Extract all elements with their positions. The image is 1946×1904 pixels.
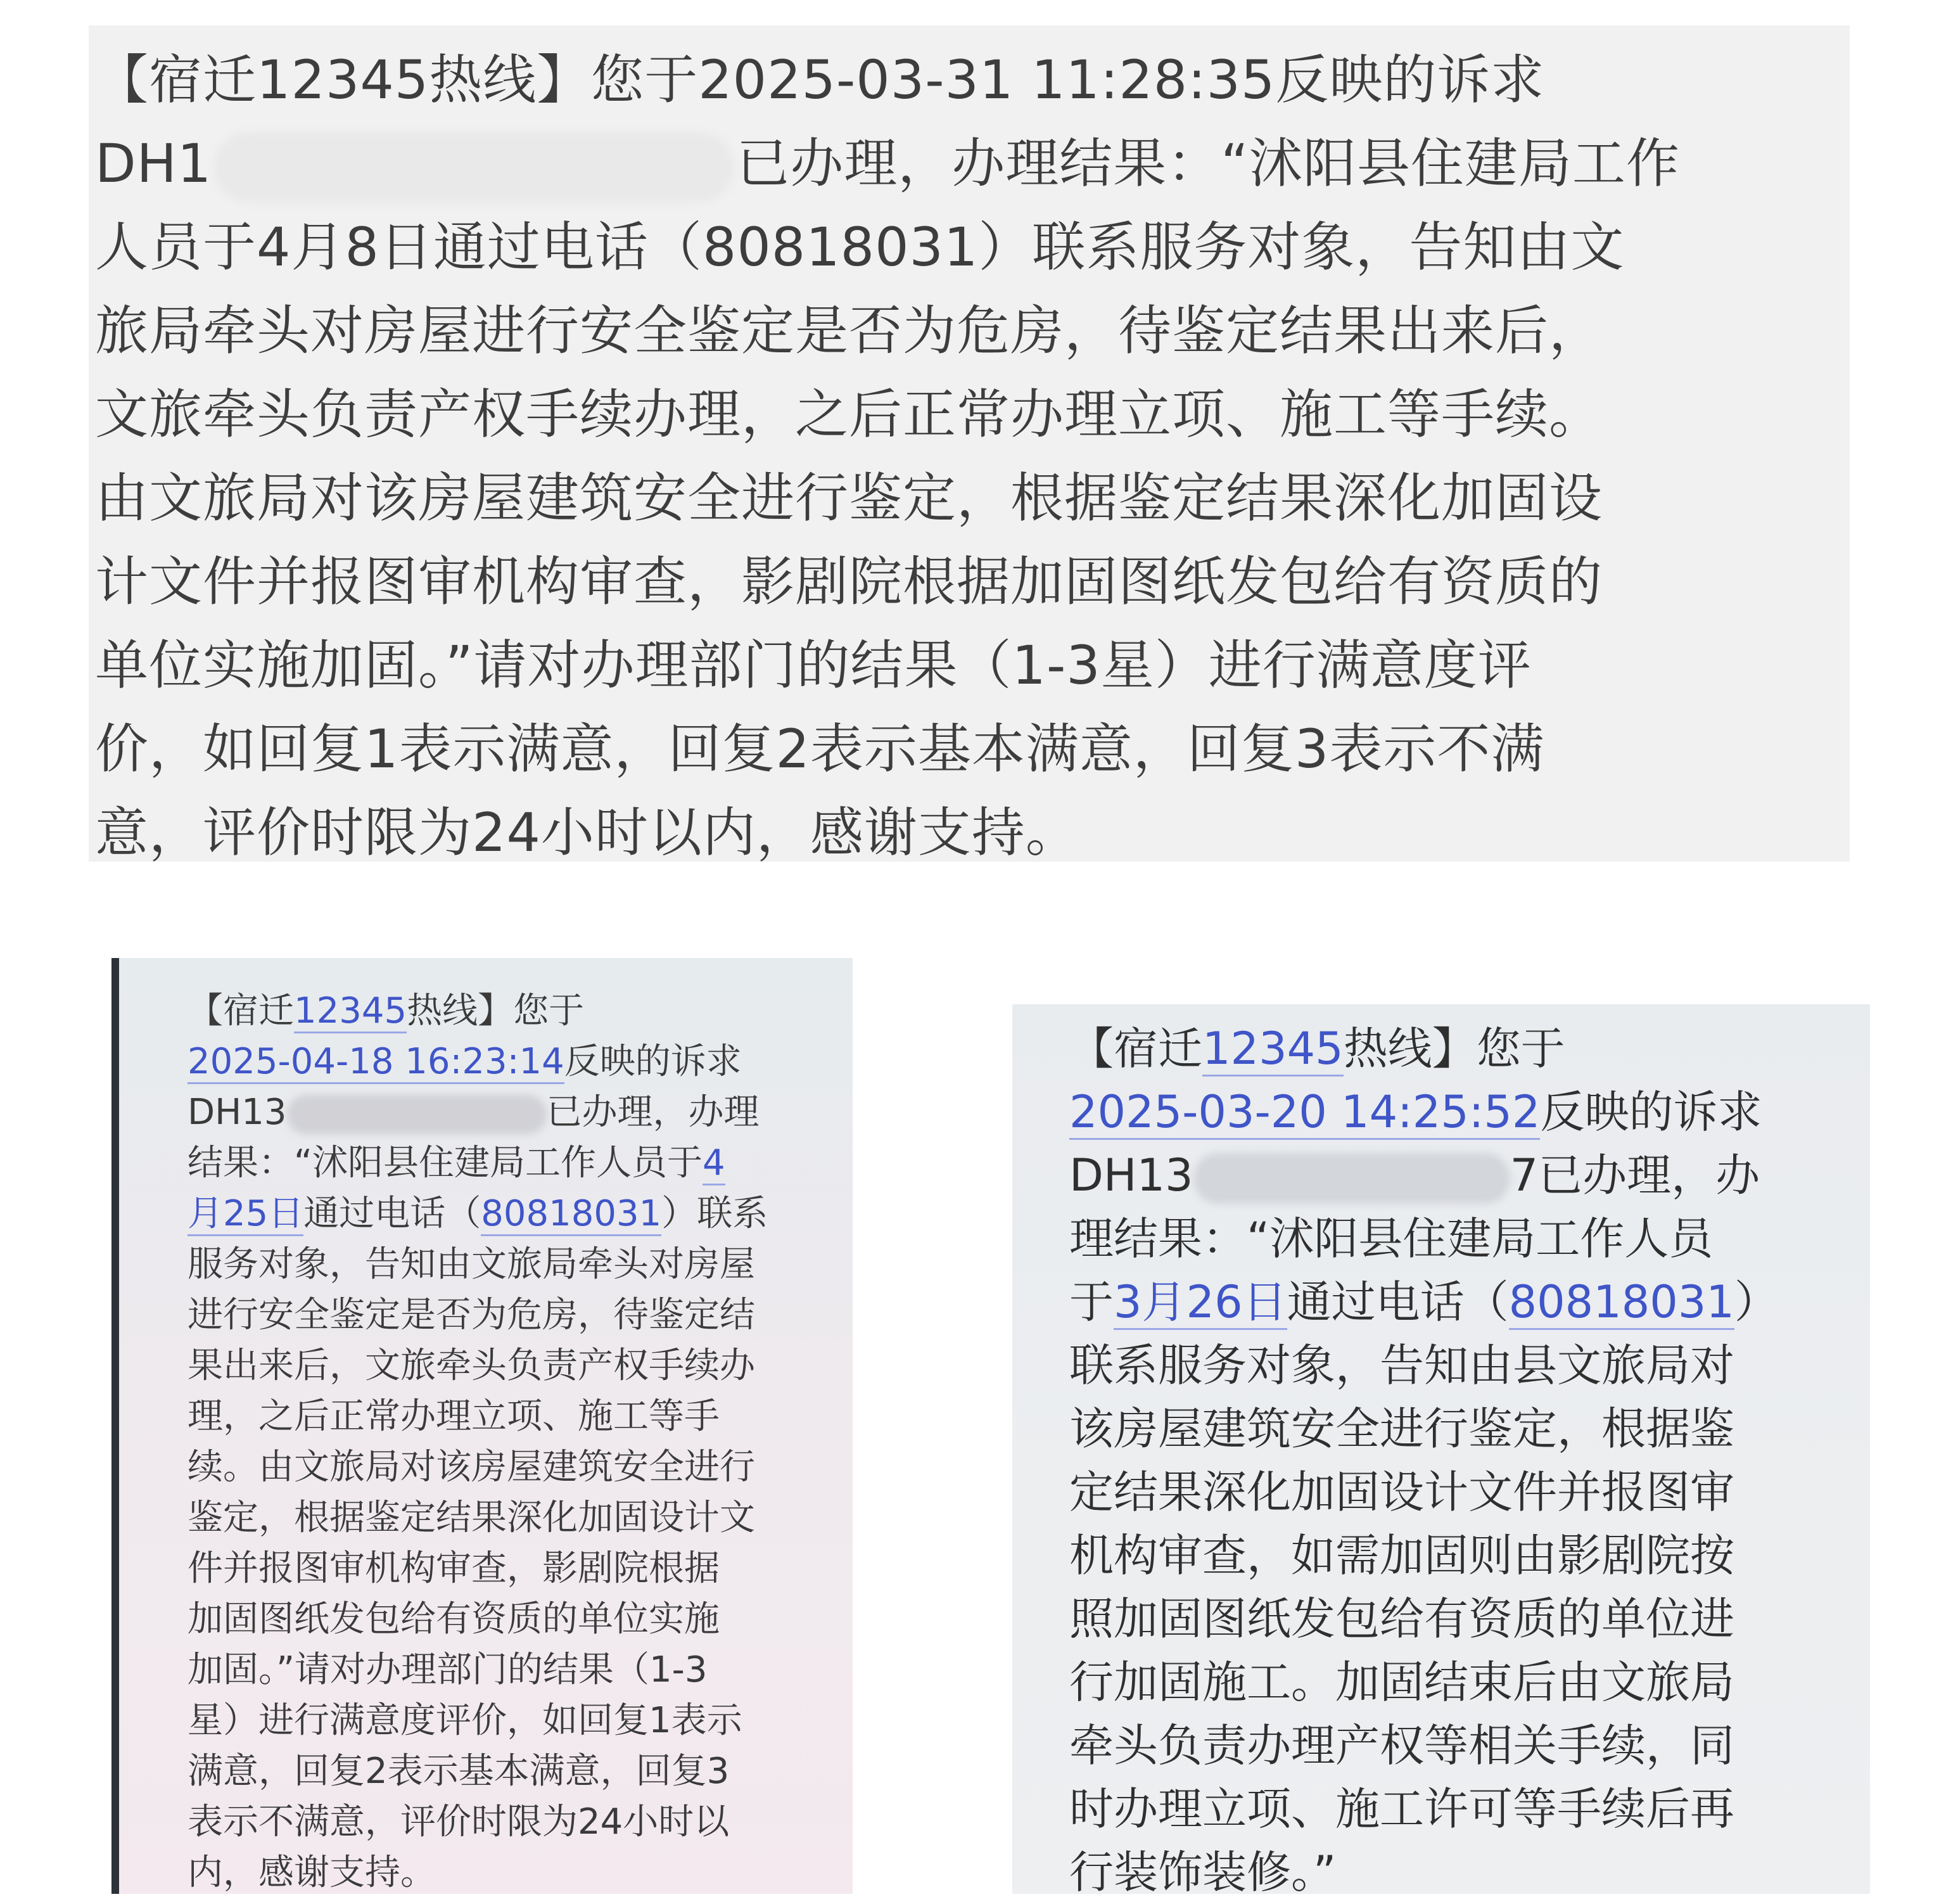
sms-line: 加固。”请对办理部门的结果（1-3 bbox=[188, 1649, 708, 1690]
sms-text: 已办理，办理结果：“沭阳县住建局工作 bbox=[736, 132, 1680, 195]
sms-line: 加固图纸发包给有资质的单位实施 bbox=[188, 1599, 720, 1640]
sms-text: 热线】您于 bbox=[407, 990, 585, 1032]
sms-line: 由文旅局对该房屋建筑安全进行鉴定，根据鉴定结果深化加固设 bbox=[95, 467, 1603, 529]
date-link[interactable]: 4 bbox=[703, 1142, 725, 1185]
sms-text: 通过电话（ bbox=[1287, 1276, 1509, 1328]
sms-text: 【宿迁 bbox=[1069, 1023, 1202, 1075]
sms-line: 意，评价时限为24小时以内，感谢支持。 bbox=[95, 802, 1079, 864]
sms-line bbox=[1069, 1080, 1861, 1144]
sms-line: 件并报图审机构审查，影剧院根据 bbox=[188, 1548, 720, 1589]
redaction-blur bbox=[1193, 1153, 1510, 1204]
sms-text: 已办理，办理 bbox=[546, 1092, 760, 1133]
sms-text: 反映的诉求 bbox=[1540, 1086, 1762, 1138]
date-link[interactable]: 月25日 bbox=[188, 1193, 303, 1236]
sms-line: 机构审查，如需加固则由影剧院按 bbox=[1069, 1530, 1734, 1581]
sms-line: 表示不满意，评价时限为24小时以 bbox=[188, 1801, 730, 1843]
sms-text: 于 bbox=[1069, 1276, 1114, 1328]
sms-text: ） bbox=[1734, 1276, 1779, 1328]
phone-number-link[interactable]: 80818031 bbox=[481, 1193, 661, 1236]
sms-line bbox=[1069, 1144, 1861, 1207]
sms-line: 服务对象，告知由文旅局牵头对房屋 bbox=[188, 1244, 755, 1285]
sms-line: 文旅牵头负责产权手续办理，之后正常办理立项、施工等手续。 bbox=[95, 383, 1603, 445]
case-number-prefix: DH13 bbox=[1069, 1149, 1193, 1201]
sms-line: 照加固图纸发包给有资质的单位进 bbox=[1069, 1593, 1734, 1645]
datetime-link[interactable]: 2025-03-20 14:25:52 bbox=[1069, 1086, 1540, 1140]
sms-text: 7已办理，办 bbox=[1510, 1149, 1760, 1201]
sms-screenshot-top bbox=[89, 25, 1850, 862]
sms-line bbox=[95, 122, 1843, 205]
sms-line: 时办理立项、施工许可等手续后再 bbox=[1069, 1783, 1734, 1835]
sms-line: 果出来后，文旅牵头负责产权手续办 bbox=[188, 1345, 755, 1386]
sms-screenshot-right bbox=[1012, 1004, 1870, 1898]
sms-line: 行装饰装修。” bbox=[1069, 1846, 1337, 1898]
phone-number-link[interactable]: 80818031 bbox=[1509, 1276, 1734, 1330]
sms-line bbox=[1069, 1270, 1861, 1334]
sms-line bbox=[188, 1037, 846, 1087]
sms-line: 续。由文旅局对该房屋建筑安全进行 bbox=[188, 1447, 755, 1488]
sms-text: ）联系 bbox=[661, 1193, 768, 1234]
sms-screenshot-left bbox=[111, 958, 853, 1894]
hotline-number-link[interactable]: 12345 bbox=[294, 990, 407, 1033]
sms-text: 热线】您于 bbox=[1343, 1023, 1565, 1075]
sms-text: 结果：“沭阳县住建局工作人员于 bbox=[188, 1142, 703, 1184]
sms-line: 理结果：“沭阳县住建局工作人员 bbox=[1069, 1213, 1714, 1265]
sms-message-body bbox=[188, 986, 846, 1898]
sms-text: 反映的诉求 bbox=[564, 1041, 742, 1082]
sms-line bbox=[188, 1087, 846, 1138]
sms-line: 单位实施加固。”请对办理部门的结果（1-3星）进行满意度评 bbox=[95, 634, 1532, 696]
sms-text: 通过电话（ bbox=[303, 1193, 481, 1234]
case-number-prefix: DH13 bbox=[188, 1092, 287, 1133]
sms-line: 联系服务对象，告知由县文旅局对 bbox=[1069, 1339, 1734, 1391]
sms-line: 进行安全鉴定是否为危房，待鉴定结 bbox=[188, 1294, 755, 1336]
sms-line: 该房屋建筑安全进行鉴定，根据鉴 bbox=[1069, 1403, 1734, 1455]
sms-message-body bbox=[95, 38, 1843, 874]
sms-line: 旅局牵头对房屋进行安全鉴定是否为危房，待鉴定结果出来后， bbox=[95, 300, 1603, 362]
sms-line: 【宿迁12345热线】您于2025-03-31 11:28:35反映的诉求 bbox=[95, 49, 1545, 111]
redaction-blur bbox=[287, 1095, 547, 1134]
sms-line bbox=[188, 1138, 846, 1189]
sms-line: 理，之后正常办理立项、施工等手 bbox=[188, 1396, 720, 1437]
sms-line: 计文件并报图审机构审查，影剧院根据加固图纸发包给有资质的 bbox=[95, 551, 1603, 613]
redaction-blur bbox=[214, 132, 734, 202]
date-link[interactable]: 3月26日 bbox=[1114, 1276, 1287, 1330]
sms-line: 牵头负责办理产权等相关手续，同 bbox=[1069, 1720, 1734, 1772]
sms-line: 行加固施工。加固结束后由文旅局 bbox=[1069, 1656, 1734, 1708]
hotline-number-link[interactable]: 12345 bbox=[1202, 1023, 1344, 1077]
sms-line bbox=[1069, 1017, 1861, 1080]
sms-line: 人员于4月8日通过电话（80818031）联系服务对象，告知由文 bbox=[95, 216, 1625, 278]
sms-line: 定结果深化加固设计文件并报图审 bbox=[1069, 1466, 1734, 1518]
sms-line: 鉴定，根据鉴定结果深化加固设计文 bbox=[188, 1497, 755, 1538]
sms-line: 内，感谢支持。 bbox=[188, 1852, 436, 1893]
datetime-link[interactable]: 2025-04-18 16:23:14 bbox=[188, 1041, 564, 1084]
sms-line: 星）进行满意度评价，如回复1表示 bbox=[188, 1700, 742, 1741]
sms-text: 【宿迁 bbox=[188, 990, 294, 1032]
case-number-prefix: DH1 bbox=[95, 132, 212, 195]
sms-line: 满意，回复2表示基本满意，回复3 bbox=[188, 1751, 730, 1792]
sms-line bbox=[188, 986, 846, 1037]
sms-line: 价，如回复1表示满意，回复2表示基本满意，回复3表示不满 bbox=[95, 718, 1545, 780]
sms-line bbox=[188, 1189, 846, 1239]
sms-message-body bbox=[1069, 1017, 1861, 1904]
